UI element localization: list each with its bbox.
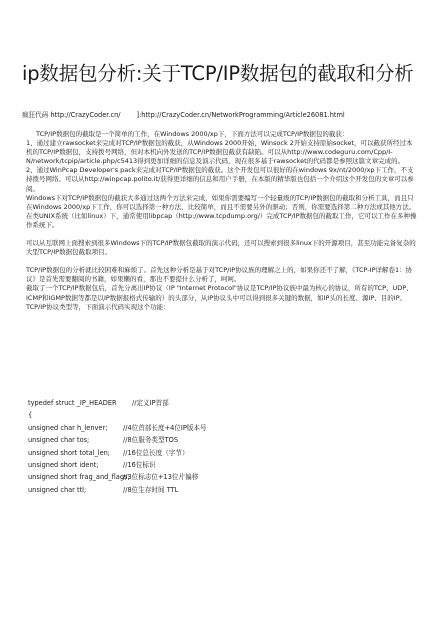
- source-line: [22, 111, 432, 120]
- code-struct-line: typedef struct _IP_HEADER //定义IP首部: [28, 399, 169, 407]
- article-body: [22, 130, 418, 312]
- code-comment: //定义IP首部: [132, 399, 169, 407]
- code-block: [28, 397, 408, 496]
- paragraph-analysis: TCP/IP数据包的分析就比较困难和麻烦了。首先这种分析是基于对TCP/IP协议族的理解之上的，如果你还不了解，《TCP-IP详解卷1：协议》是首先需要翻阅的书籍，如果懒的看，那也不要提什么分析了，呵呵。: [26, 266, 413, 284]
- paragraph-method-1: 1、通过建立rawsocket来完成对TCP/IP数据包的截获，从Windows 2000开始，Winsock 2开始支持原始socket，可以截获所经过本机的TCP/IP数据包，支持拨号网络，但对本机向外发送的TCP/IP数据包截获有缺陷。可以从http://www.codeguru.com/Cpp/I-N/network/tcpip/article.php/c5413得到更加详细的信息及演示代码，现在很多基于rawsocket的代码都是参照这篇文章完成的。: [26, 139, 413, 166]
- source-url: ]:http://CrazyCoder.cn/NetworkProgramming/Article26081.html: [136, 111, 345, 119]
- code-field: unsigned char ttl; //8位生存时间 TTL: [28, 485, 179, 494]
- code-field: unsigned short ident; //16位标识: [28, 461, 156, 470]
- paragraph-unix: 在类UNIX系统（比如linux）下，通常使用libpcap（http://www.tcpdump.org/）完成TCP/IP数据包的截取工作，它可以工作在多种操作系统下。: [26, 211, 417, 229]
- paragraph-method-2: 2、通过WinPcap Developer's pack来完成对TCP/IP数据包的截获。这个开发包可以很好的在windows 9x/nt/2000/xp下工作，不支持拨号网络。可以从http://winpcap.polito.it/获得更详细的信息和用户手册，在本版的精华版也包括一个介绍这个开发包的文章可以参阅。: [26, 166, 414, 193]
- source-label: 疯狂代码 http://CrazyCoder.cn/: [22, 111, 121, 119]
- paragraph-ip-header: 截取了一个TCP/IP数据包后，首先分离出IP协议（IP "Internet Protocol"协议是TCP/IP协议族中最为核心的协议，所有的TCP、UDP、ICMP和IGMP数据等都是以IP数据报格式传输的）的头部分，从IP协议头中可以得到很多关键的数据，如IP头的长度、源IP、目的IP、TCP/IP协议类型等，下面演示代码实现这个功能：: [26, 284, 413, 311]
- code-field: unsigned short total_len; //16位总长度（字节）: [28, 448, 189, 457]
- code-field: unsigned short frag_and_flags;//3位标志位+13位片偏移: [28, 473, 199, 482]
- paragraph-internet: 可以从互联网上面搜索到很多Windows下的TCP/IP数据包截取的演示代码，还可以搜索到很多linux下的开源项目，甚至功能完备复杂的大型TCP/IP数据包截取项目。: [26, 239, 416, 257]
- paragraph-intro: TCP/IP数据包的截取是一个简单的工作，在Windows 2000/xp下，下面方法可以完成TCP/IP数据包的截获：: [36, 130, 349, 138]
- article-title: ip数据包分析:关于TCP/IP数据包的截取和分析: [22, 62, 414, 85]
- code-field: unsigned char tos; //8位服务类型TOS: [28, 436, 179, 445]
- paragraph-choice: Windows下对TCP/IP数据包的截获大多通过这两个方法来完成，如果你需要编写一个轻量级的TCP/IP数据包的截取和分析工具，而且只在Windows 2000/xp下工作，你可以选择第一种方法，比较简单，而且不需要另外的驱动；否则，你需要选择第二种方法或其他方法。: [26, 193, 416, 211]
- code-field: unsigned char h_lenver; //4位首部长度+4位IP版本号: [28, 423, 207, 432]
- code-brace: {: [28, 411, 33, 420]
